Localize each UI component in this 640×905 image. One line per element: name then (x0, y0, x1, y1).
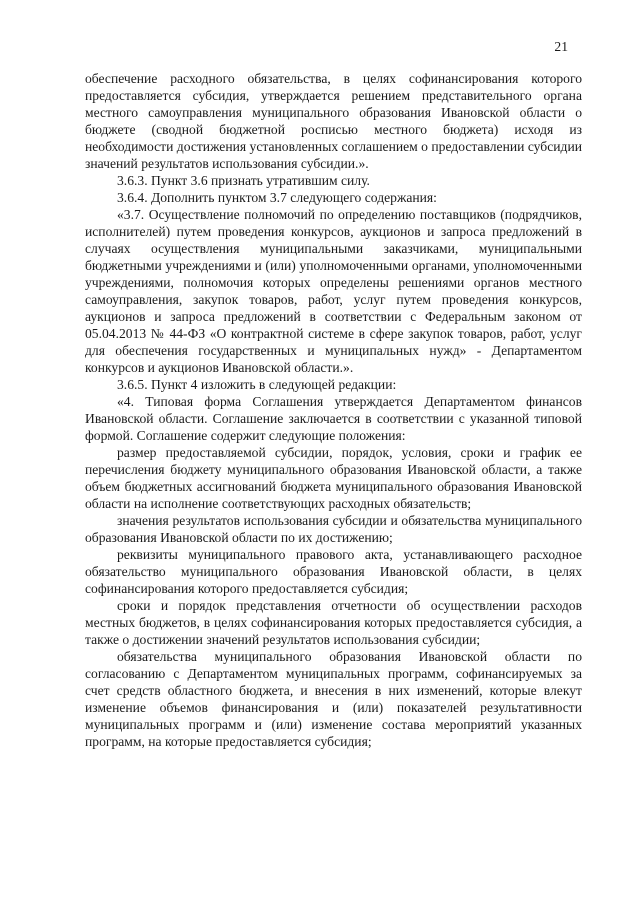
paragraph: «3.7. Осуществление полномочий по определению поставщиков (подрядчиков, исполнителей) путем проведения конкурсов, аукционов и запроса предложений в случаях осуществления муниципальными заказчиками, муниципальными бюджетными учреждениями и (или) уполномоченными органами, уполномоченными учреждениями, полномочия которых определены решениями органов местного самоуправления, закупок товаров, работ, услуг путем проведения конкурсов, аукционов и запроса предложений в соответствии с Федеральным законом от 05.04.2013 № 44-ФЗ «О контрактной системе в сфере закупок товаров, работ, услуг для обеспечения государственных и муниципальных нужд» - Департаментом конкурсов и аукционов Ивановской области.». (85, 207, 582, 375)
page-number: 21 (554, 39, 568, 54)
paragraph: «4. Типовая форма Соглашения утверждается Департаментом финансов Ивановской области. Соглашение заключается в соответствии с указанной типовой формой. Соглашение содержит следующие положения: (85, 394, 582, 443)
paragraph: реквизиты муниципального правового акта, устанавливающего расходное обязательство муниципального образования Ивановской области, в целях софинансирования которого предоставляется субсидия; (85, 547, 582, 596)
paragraph: значения результатов использования субсидии и обязательства муниципального образования Ивановской области по их достижению; (85, 513, 582, 545)
paragraph: 3.6.5. Пункт 4 изложить в следующей редакции: (117, 377, 397, 392)
paragraph: 3.6.4. Дополнить пунктом 3.7 следующего содержания: (117, 190, 437, 205)
paragraph: размер предоставляемой субсидии, порядок, условия, сроки и график ее перечисления бюджету муниципального образования Ивановской области, а также объем бюджетных ассигнований бюджета муниципального образования Ивановской области на исполнение соответствующих расходных обязательств; (85, 445, 582, 511)
document-body (85, 70, 582, 750)
paragraph: обеспечение расходного обязательства, в целях софинансирования которого предоставляется субсидия, утверждается решением представительного органа местного самоуправления муниципального образования Ивановской области о бюджете (сводной бюджетной росписью местного бюджета) исходя из необходимости достижения установленных соглашением о предоставлении субсидии значений результатов использования субсидии.». (85, 71, 582, 171)
paragraph: обязательства муниципального образования Ивановской области по согласованию с Департаментом муниципальных программ, софинансируемых за счет средств областного бюджета, и внесения в них изменений, которые влекут изменение объемов финансирования и (или) показателей результативности муниципальных программ и (или) изменение состава мероприятий указанных программ, на которые предоставляется субсидия; (85, 649, 582, 749)
paragraph: сроки и порядок представления отчетности об осуществлении расходов местных бюджетов, в целях софинансирования которых предоставляется субсидия, а также о достижении значений результатов использования субсидии; (85, 598, 582, 647)
paragraph: 3.6.3. Пункт 3.6 признать утратившим силу. (117, 173, 370, 188)
